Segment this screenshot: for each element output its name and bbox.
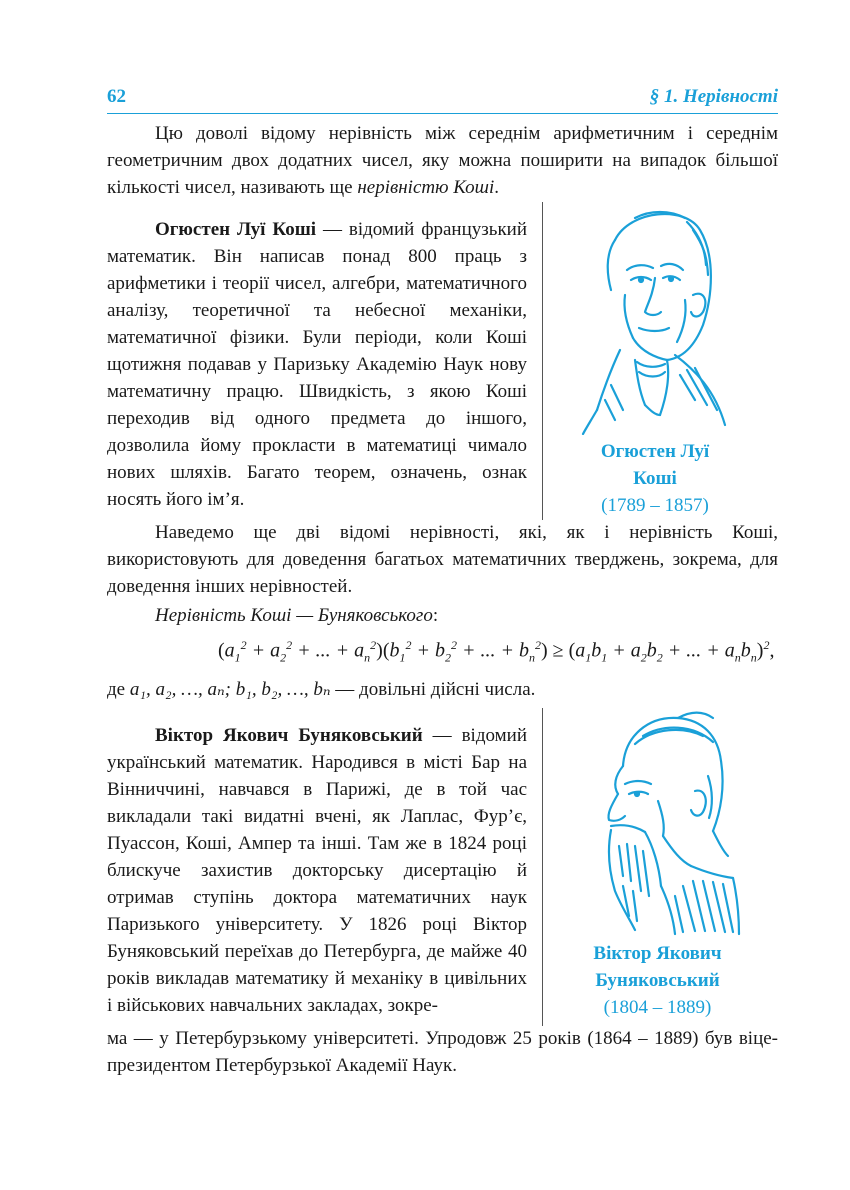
inequality-heading <box>107 602 778 629</box>
cauchy-bio <box>107 216 527 513</box>
cauchy-name: Огюстен Луї Коші <box>155 219 317 240</box>
where-prefix: де <box>107 679 130 700</box>
cauchy-caption <box>560 438 750 519</box>
bunyakovsky-bio-text: — відомий український математик. Народився в місті Бар на Вінниччині, навчався в Парижі, де в той час викладали такі видатні вчені, як Лаплас, Фур’є, Пуассон, Коші, Ампер та інші. Там же в 1824 році блискуче захистив докторську дисертацію й отримав ступінь доктора математичних наук Паризького університету. У 1826 році Віктор Буняковський переїхав до Петербурга, де майже 40 років викладав математику й механіку в цивільних і військових навчальних закладах, зокре- <box>107 725 527 1016</box>
bunyakovsky-caption-name-1: Віктор Якович <box>593 943 722 964</box>
intro-paragraph <box>107 120 778 201</box>
formula-variables <box>107 676 778 703</box>
bunyakovsky-divider <box>542 708 543 1026</box>
bunyakovsky-portrait <box>563 706 741 938</box>
bunyakovsky-bio <box>107 722 527 1019</box>
bunyakovsky-name: Віктор Якович Буняковський <box>155 725 423 746</box>
inequality-name: Нерівність Коші — Буняковського <box>155 605 433 626</box>
intro-end: . <box>494 177 500 198</box>
section-title: § 1. Нерівності <box>649 86 778 107</box>
intro-text: Цю доволі відому нерівність між середнім арифметичним і середнім геометричним двох додатних чисел, яку можна поширити на випадок більшої кількості чисел, називають ще <box>107 123 778 198</box>
page-number: 62 <box>107 86 126 107</box>
inequality-colon: : <box>432 605 439 626</box>
bunyakovsky-caption-name-2: Буняковський <box>595 970 720 991</box>
cauchy-bunyakovsky-formula: ($a_1^2 + a_2^2$ + ... + $a_n^2)(b_1^2 + b_2^2$ + ... + $b_n^2) \ge (a_1b_1 + a_2b_2$ + ... + $a_nb_n)^2$, <box>218 638 775 665</box>
cauchy-caption-name-1: Огюстен Луї <box>600 441 710 462</box>
intro-term: нерівністю Коші <box>357 177 495 198</box>
header-divider <box>107 113 778 114</box>
cauchy-divider <box>542 202 543 520</box>
bunyakovsky-caption <box>555 940 760 1021</box>
bunyakovsky-caption-years: (1804 – 1889) <box>603 997 712 1018</box>
bunyakovsky-bio-continued: ма — у Петербурзькому університеті. Упродовж 25 років (1864 – 1889) був віце-президентом Петербурзької Академії Наук. <box>107 1028 778 1076</box>
where-vars: a₁, a₂, …, aₙ; b₁, b₂, …, bₙ <box>129 679 331 700</box>
cauchy-caption-years: (1789 – 1857) <box>601 495 709 516</box>
cauchy-caption-name-2: Коші <box>633 468 677 489</box>
middle-paragraph: Наведемо ще дві відомі нерівності, які, як і нерівність Коші, використовують для доведення багатьох математичних тверджень, зокрема, для доведення інших нерівностей. <box>107 522 778 597</box>
cauchy-bio-text: — відомий французький математик. Він написав понад 800 праць з арифметики і теорії чисел, алгебри, математичного аналізу, теоретичної та небесної механіки, математичної фізики. Були періоди, коли Коші щотижня подавав у Паризьку Академію Наук нову математичну працю. Швидкість, з якою Коші переходив від одного предмета до іншого, дозволила йому прокласти в математиці чимало нових шляхів. Багато теорем, означень, ознак носять його ім’я. <box>107 219 528 510</box>
where-suffix: — довільні дійсні числа. <box>330 679 536 700</box>
cauchy-portrait <box>575 200 735 435</box>
